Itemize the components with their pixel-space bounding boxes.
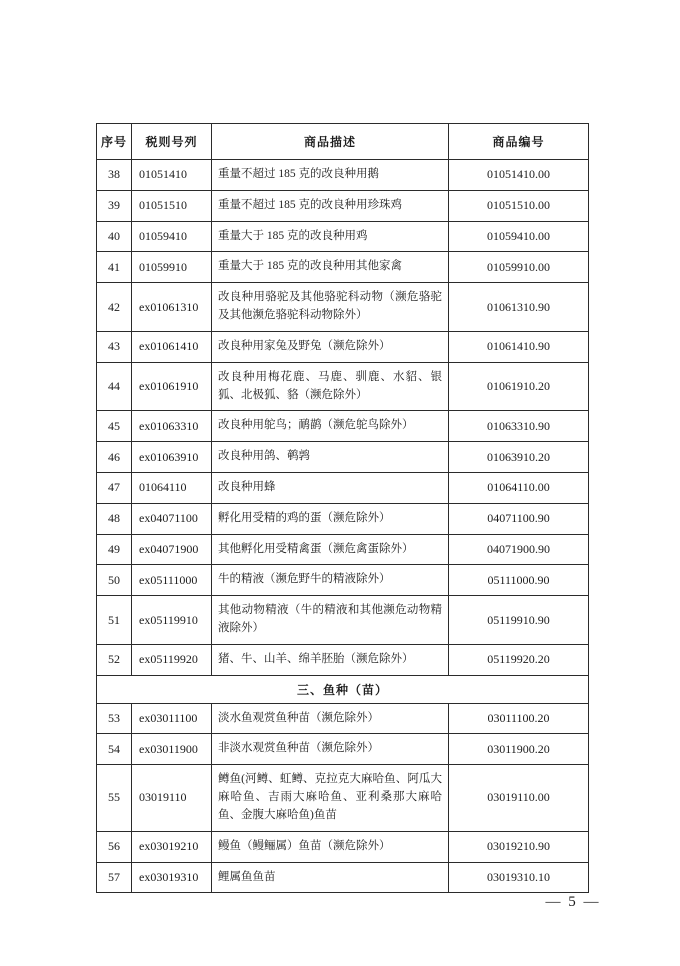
tariff-number-cell: ex05119920: [132, 644, 212, 675]
tariff-number-cell: ex01061410: [132, 331, 212, 362]
description-cell: 改良种用骆驼及其他骆驼科动物（濒危骆驼及其他濒危骆驼科动物除外）: [212, 283, 449, 332]
description-cell: 重量大于 185 克的改良种用其他家禽: [212, 252, 449, 283]
product-code-cell: 01063310.90: [449, 411, 589, 442]
serial-cell: 46: [97, 442, 132, 473]
table-row: [97, 362, 589, 411]
description-cell: 其他动物精液（牛的精液和其他濒危动物精液除外）: [212, 596, 449, 645]
table-row: [97, 190, 589, 221]
description-cell: 鳗鱼（鳗鲡属）鱼苗（濒危除外）: [212, 831, 449, 862]
description-cell: 淡水鱼观赏鱼种苗（濒危除外）: [212, 703, 449, 734]
table-row: [97, 221, 589, 252]
table-row: [97, 596, 589, 645]
tariff-number-cell: ex01061910: [132, 362, 212, 411]
table-row: [97, 734, 589, 765]
serial-cell: 40: [97, 221, 132, 252]
product-code-cell: 01061410.90: [449, 331, 589, 362]
tariff-number-cell: ex01063310: [132, 411, 212, 442]
description-cell: 重量大于 185 克的改良种用鸡: [212, 221, 449, 252]
product-code-cell: 03019310.10: [449, 862, 589, 893]
column-header: 商品编号: [449, 124, 589, 160]
product-code-cell: 05119920.20: [449, 644, 589, 675]
tariff-number-cell: ex05111000: [132, 565, 212, 596]
table-row: [97, 160, 589, 191]
serial-cell: 55: [97, 765, 132, 831]
tariff-number-cell: 01059410: [132, 221, 212, 252]
product-code-cell: 04071900.90: [449, 534, 589, 565]
tariff-number-cell: ex03019310: [132, 862, 212, 893]
product-code-cell: 01059410.00: [449, 221, 589, 252]
product-code-cell: 01051410.00: [449, 160, 589, 191]
serial-cell: 49: [97, 534, 132, 565]
product-code-cell: 01059910.00: [449, 252, 589, 283]
product-code-cell: 03019210.90: [449, 831, 589, 862]
tariff-number-cell: 03019110: [132, 765, 212, 831]
tariff-number-cell: ex01063910: [132, 442, 212, 473]
tariff-table-container: [96, 123, 588, 893]
product-code-cell: 03011900.20: [449, 734, 589, 765]
tariff-table: [96, 123, 589, 893]
table-row: [97, 831, 589, 862]
description-cell: 猪、牛、山羊、绵羊胚胎（濒危除外）: [212, 644, 449, 675]
column-header: 商品描述: [212, 124, 449, 160]
product-code-cell: 01063910.20: [449, 442, 589, 473]
table-row: [97, 503, 589, 534]
tariff-number-cell: ex01061310: [132, 283, 212, 332]
table-row: [97, 252, 589, 283]
page-number: — 5 —: [545, 894, 601, 910]
product-code-cell: 01061310.90: [449, 283, 589, 332]
column-header: 税则号列: [132, 124, 212, 160]
table-row: [97, 703, 589, 734]
serial-cell: 45: [97, 411, 132, 442]
description-cell: 鳟鱼(河鳟、虹鳟、克拉克大麻哈鱼、阿瓜大麻哈鱼、吉雨大麻哈鱼、亚利桑那大麻哈鱼、金腹大麻哈鱼)鱼苗: [212, 765, 449, 831]
product-code-cell: 04071100.90: [449, 503, 589, 534]
product-code-cell: 03011100.20: [449, 703, 589, 734]
tariff-number-cell: 01051510: [132, 190, 212, 221]
section-row: [97, 675, 589, 703]
table-body: [97, 160, 589, 893]
table-row: [97, 534, 589, 565]
serial-cell: 50: [97, 565, 132, 596]
product-code-cell: 01051510.00: [449, 190, 589, 221]
serial-cell: 43: [97, 331, 132, 362]
serial-cell: 38: [97, 160, 132, 191]
product-code-cell: 03019110.00: [449, 765, 589, 831]
table-row: [97, 283, 589, 332]
serial-cell: 54: [97, 734, 132, 765]
description-cell: 重量不超过 185 克的改良种用鹅: [212, 160, 449, 191]
tariff-number-cell: ex04071100: [132, 503, 212, 534]
tariff-number-cell: 01059910: [132, 252, 212, 283]
description-cell: 其他孵化用受精禽蛋（濒危禽蛋除外）: [212, 534, 449, 565]
serial-cell: 57: [97, 862, 132, 893]
serial-cell: 42: [97, 283, 132, 332]
description-cell: 改良种用家兔及野兔（濒危除外）: [212, 331, 449, 362]
description-cell: 牛的精液（濒危野牛的精液除外）: [212, 565, 449, 596]
product-code-cell: 01061910.20: [449, 362, 589, 411]
table-row: [97, 565, 589, 596]
description-cell: 孵化用受精的鸡的蛋（濒危除外）: [212, 503, 449, 534]
table-row: [97, 331, 589, 362]
description-cell: 改良种用鸵鸟；鸸鹋（濒危鸵鸟除外）: [212, 411, 449, 442]
column-header: 序号: [97, 124, 132, 160]
product-code-cell: 05119910.90: [449, 596, 589, 645]
table-row: [97, 862, 589, 893]
description-cell: 改良种用鸽、鹌鹑: [212, 442, 449, 473]
table-row: [97, 442, 589, 473]
product-code-cell: 01064110.00: [449, 472, 589, 503]
table-row: [97, 411, 589, 442]
description-cell: 重量不超过 185 克的改良种用珍珠鸡: [212, 190, 449, 221]
description-cell: 非淡水观赏鱼种苗（濒危除外）: [212, 734, 449, 765]
serial-cell: 53: [97, 703, 132, 734]
serial-cell: 41: [97, 252, 132, 283]
section-title: 三、鱼种（苗）: [97, 675, 589, 703]
tariff-number-cell: ex03011900: [132, 734, 212, 765]
serial-cell: 48: [97, 503, 132, 534]
header-row: [97, 124, 589, 160]
tariff-number-cell: 01064110: [132, 472, 212, 503]
description-cell: 改良种用梅花鹿、马鹿、驯鹿、水貂、银狐、北极狐、貉（濒危除外）: [212, 362, 449, 411]
serial-cell: 51: [97, 596, 132, 645]
serial-cell: 52: [97, 644, 132, 675]
table-row: [97, 765, 589, 831]
tariff-number-cell: ex03011100: [132, 703, 212, 734]
table-row: [97, 472, 589, 503]
description-cell: 鲤属鱼鱼苗: [212, 862, 449, 893]
tariff-number-cell: ex03019210: [132, 831, 212, 862]
description-cell: 改良种用蜂: [212, 472, 449, 503]
serial-cell: 56: [97, 831, 132, 862]
tariff-number-cell: 01051410: [132, 160, 212, 191]
product-code-cell: 05111000.90: [449, 565, 589, 596]
serial-cell: 44: [97, 362, 132, 411]
tariff-number-cell: ex05119910: [132, 596, 212, 645]
serial-cell: 47: [97, 472, 132, 503]
table-row: [97, 644, 589, 675]
tariff-number-cell: ex04071900: [132, 534, 212, 565]
serial-cell: 39: [97, 190, 132, 221]
